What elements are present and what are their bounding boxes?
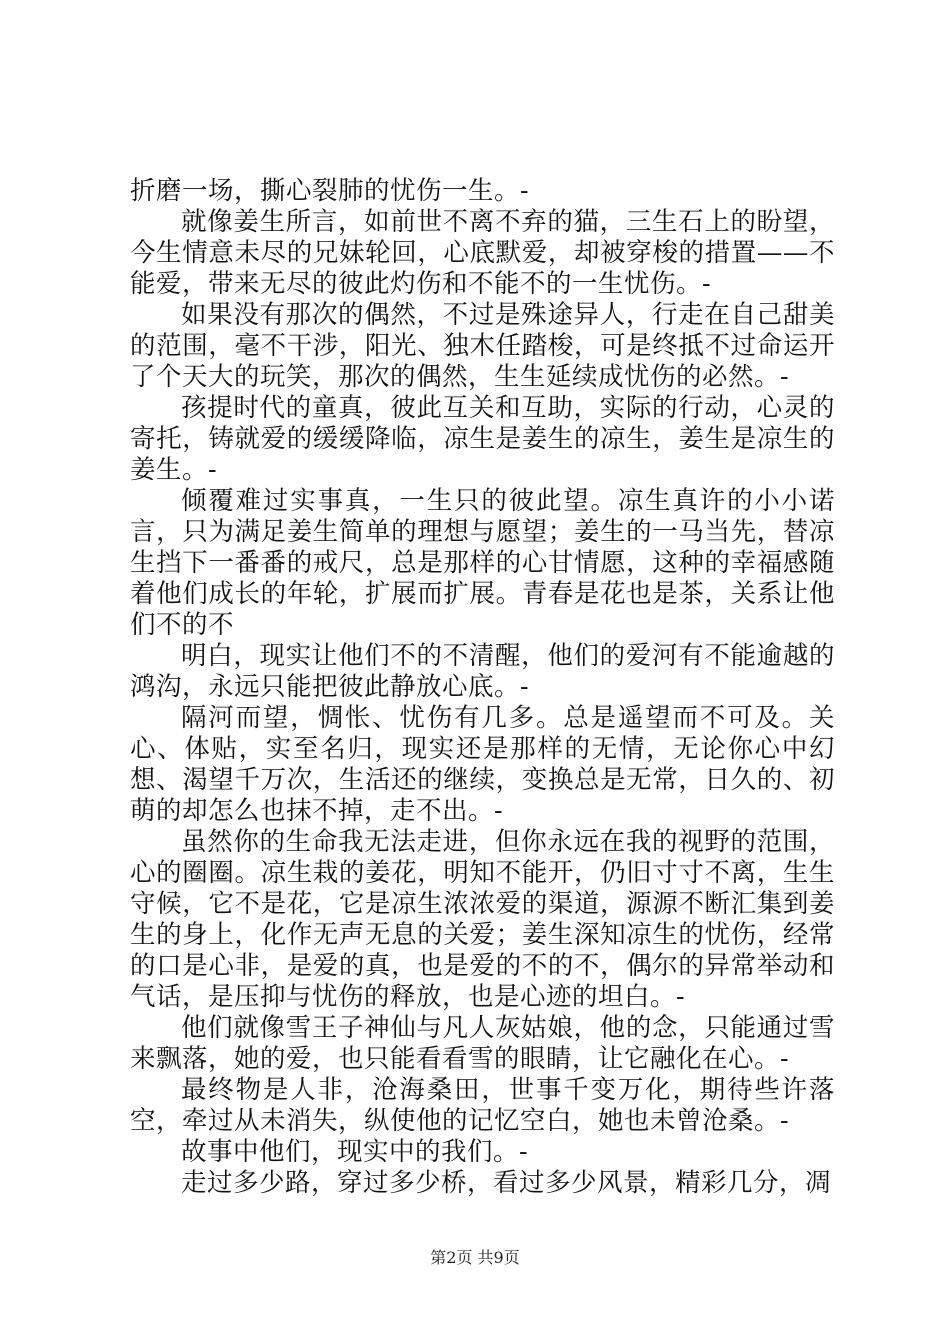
paragraph: 孩提时代的童真，彼此互关和互助，实际的行动，心灵的寄托，铸就爱的缓缓降临，凉生是姜生的凉生，姜生是凉生的姜生。- <box>130 393 835 485</box>
paragraph: 最终物是人非，沧海桑田，世事千变万化，期待些许落空，牵过从未消失，纵使他的记忆空白，她也未曾沧桑。- <box>130 1075 835 1136</box>
paragraph: 他们就像雪王子神仙与凡人灰姑娘，他的念，只能通过雪来飘落，她的爱，也只能看看雪的眼睛，让它融化在心。- <box>130 1013 835 1074</box>
paragraph: 虽然你的生命我无法走进，但你永远在我的视野的范围，心的圈圈。凉生栽的姜花，明知不能开，仍旧寸寸不离，生生守候，它不是花，它是凉生浓浓爱的渠道，源源不断汇集到姜生的身上，化作无声无息的关爱；姜生深知凉生的忧伤，经常的口是心非，是爱的真，也是爱的不的不，偶尔的异常举动和气话，是压抑与忧伤的释放，也是心迹的坦白。- <box>130 827 835 1012</box>
body-text <box>130 176 835 1199</box>
paragraph: 走过多少路，穿过多少桥，看过多少风景，精彩几分，凋 <box>181 1168 832 1198</box>
paragraph: 折磨一场，撕心裂肺的忧伤一生。- <box>130 176 530 206</box>
page-number-label: 第2页 共9页 <box>430 1248 520 1267</box>
paragraph: 明白，现实让他们不的不清醒，他们的爱河有不能逾越的鸿沟，永远只能把彼此静放心底。- <box>130 641 835 702</box>
paragraph: 就像姜生所言，如前世不离不弃的猫，三生石上的盼望，今生情意未尽的兄妹轮回，心底默爱，却被穿梭的措置——不能爱，带来无尽的彼此灼伤和不能不的一生忧伤。- <box>130 207 835 299</box>
paragraph: 如果没有那次的偶然，不过是殊途异人，行走在自己甜美的范围，毫不干涉，阳光、独木任踏梭，可是终抵不过命运开了个天大的玩笑，那次的偶然，生生延续成忧伤的必然。- <box>130 300 835 392</box>
paragraph: 故事中他们，现实中的我们。- <box>181 1137 529 1167</box>
paragraph: 倾覆难过实事真，一生只的彼此望。凉生真许的小小诺言，只为满足姜生简单的理想与愿望；姜生的一马当先，替凉生挡下一番番的戒尺，总是那样的心甘情愿，这种的幸福感随着他们成长的年轮，扩展而扩展。青春是花也是茶，关系让他们不的不 <box>130 486 835 640</box>
page-footer <box>0 1245 950 1268</box>
paragraph: 隔河而望，惆怅、忧伤有几多。总是遥望而不可及。关心、体贴，实至名归，现实还是那样的无情，无论你心中幻想、渴望千万次，生活还的继续，变换总是无常，日久的、初萌的却怎么也抹不掉，走不出。- <box>130 703 835 826</box>
